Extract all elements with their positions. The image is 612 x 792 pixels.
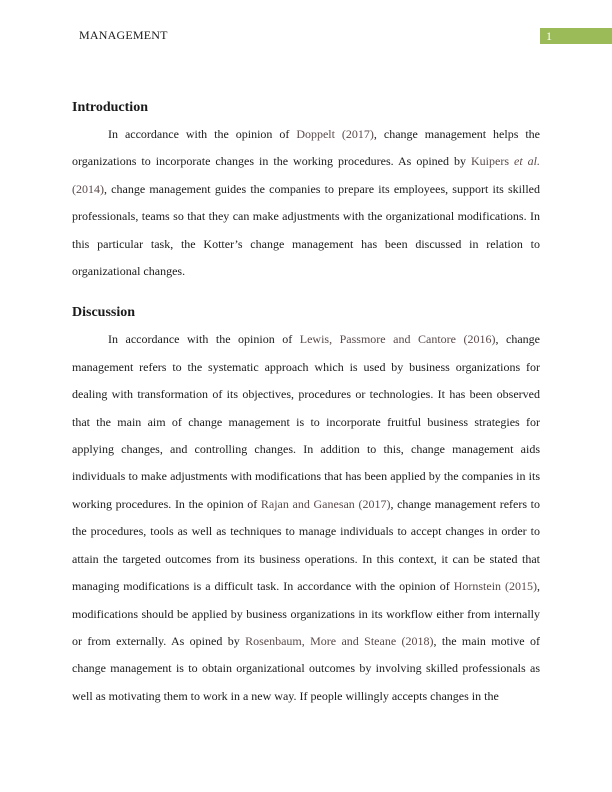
citation-hornstein: Hornstein (2015) [453,579,537,594]
discussion-heading: Discussion [72,305,136,321]
discussion-text-4: , modifications should be applied by business organizations in its workflow either from internally or from externally. As opined by [72,579,540,648]
page-number: 1 [540,28,612,44]
document-body [72,94,540,710]
discussion-text-1: In accordance with the opinion of [108,332,300,347]
intro-text-3: , change management guides the companies to prepare its employees, support its skilled professionals, teams so that they can make adjustments with the organizational modifications. In this particular task, the Kotter’s change management has been discussed in relation to organizational changes. [72,181,540,279]
intro-text-2: , change management helps the organizations to incorporate changes in the working procedures. As opined by [72,127,540,169]
running-header: MANAGEMENT [79,28,168,42]
intro-text-1: In accordance with the opinion of [108,127,297,141]
discussion-text-5: , the main motive of change management is to obtain organizational outcomes by involving skilled professionals as well as motivating them to work in a new way. If people willingly accepts changes in the [72,633,540,703]
citation-kuipers-author: Kuipers [471,154,515,169]
citation-kuipers-year: (2014) [72,181,104,196]
citation-kuipers-etal: et al. [514,154,541,169]
citation-doppelt: Doppelt (2017) [296,127,374,141]
citation-lewis: Lewis, Passmore and Cantore (2016) [299,332,496,347]
citation-rosenbaum: Rosenbaum, More and Steane (2018) [245,633,434,648]
introduction-heading: Introduction [72,100,148,115]
discussion-text-2: , change management refers to the systematic approach which is used by business organizations for dealing with transformation of its objectives, procedures or technologies. It has been observed that the main aim of change management is to incorporate fruitful business strategies for applying changes, and controlling changes. In addition to this, change management aids individuals to make adjustments with modifications that has been applied by the companies in its working procedures. In the opinion of [72,332,541,511]
discussion-paragraph [72,326,540,710]
citation-rajan: Rajan and Ganesan (2017) [260,496,391,511]
discussion-text-3: , change management refers to the procedures, tools as well as techniques to manage individuals to accept changes in order to attain the targeted outcomes from its business operations. In this context, it can be stated that managing modifications is a difficult task. In accordance with the opinion of [72,496,540,594]
introduction-paragraph [72,121,540,285]
